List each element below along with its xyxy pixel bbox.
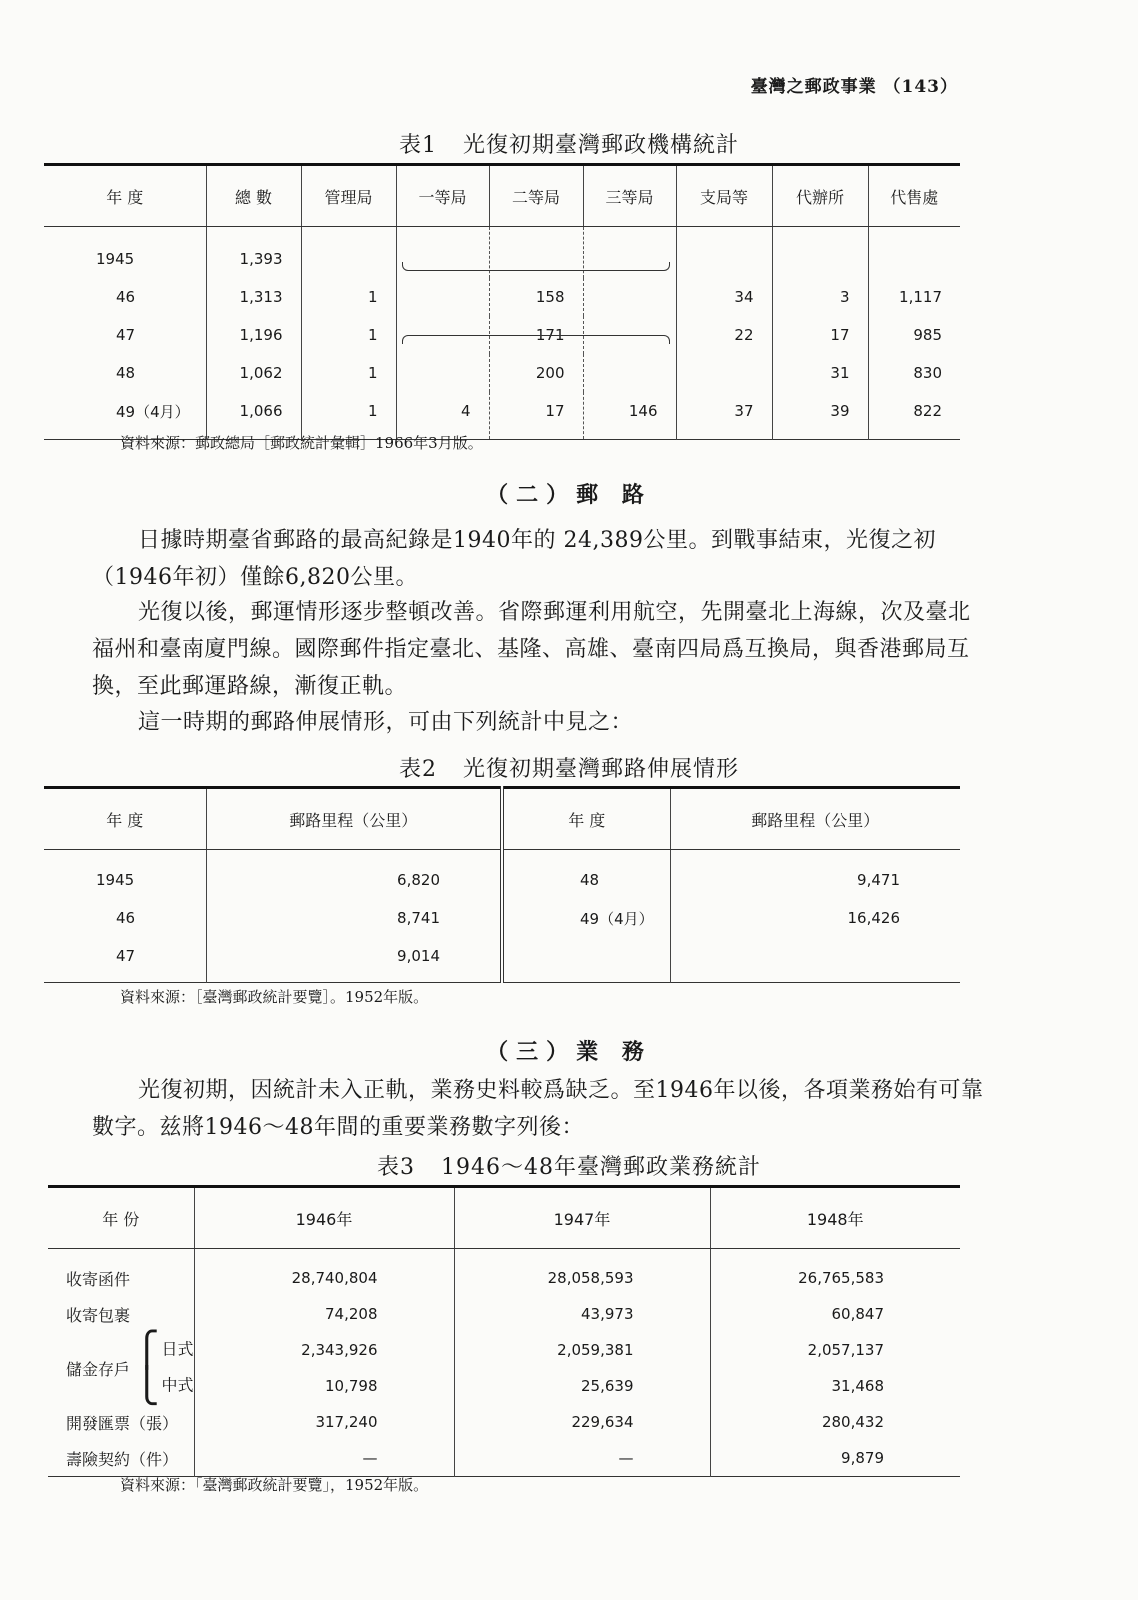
table-row <box>48 1249 960 1297</box>
second-class-cell: 171 <box>489 316 583 354</box>
value-cell: 229,634 <box>454 1404 710 1440</box>
merged-columns-brace-top <box>402 262 670 271</box>
table3-source-note: 資料來源：「臺灣郵政統計要覽」，1952年版。 <box>120 1476 429 1494</box>
total-cell: 1,066 <box>206 392 301 440</box>
table1-header-admin: 管理局 <box>301 165 396 227</box>
sales-cell: 830 <box>868 354 960 392</box>
table2-header-km-b: 郵路里程（公里） <box>670 788 960 850</box>
table1-header-sales: 代售處 <box>868 165 960 227</box>
value-cell: 2,343,926 <box>194 1332 454 1368</box>
section-heading-operations: （三）業 務 <box>486 1039 652 1065</box>
admin-cell: 1 <box>301 316 396 354</box>
table1-post-offices <box>44 163 960 440</box>
agency-cell: 39 <box>772 392 868 440</box>
table1-header-row <box>44 165 960 227</box>
value-cell: 31,468 <box>710 1368 960 1404</box>
branch-cell: 34 <box>676 278 772 316</box>
sales-cell: 822 <box>868 392 960 440</box>
value-cell: 25,639 <box>454 1368 710 1404</box>
admin-cell: 1 <box>301 392 396 440</box>
row-label-money-orders: 開發匯票（張） <box>66 1413 179 1433</box>
row-label-parcels: 收寄包裹 <box>66 1305 131 1325</box>
agency-cell <box>772 227 868 279</box>
first-class-cell <box>396 278 489 316</box>
table2-caption-number: 表2 <box>398 757 437 782</box>
value-cell: 2,057,137 <box>710 1332 960 1368</box>
year-cell: 48 <box>116 364 136 382</box>
merged-columns-brace-bottom <box>402 335 670 344</box>
brace-glyph: ⎧ <box>134 1330 160 1370</box>
value-cell: 9,879 <box>710 1440 960 1477</box>
second-class-cell: 200 <box>489 354 583 392</box>
value-cell: 2,059,381 <box>454 1332 710 1368</box>
row-sublabel-japanese: ⎧ 日式 <box>134 1330 194 1370</box>
year-cell: 1945 <box>96 250 135 268</box>
table3-caption-text: 1946～48年臺灣郵政業務統計 <box>441 1155 761 1180</box>
row-sublabel-chinese: ⎩ 中式 <box>134 1366 194 1406</box>
table-row <box>44 850 960 900</box>
total-cell: 1,393 <box>206 227 301 279</box>
table1-header-first-class: 一等局 <box>396 165 489 227</box>
paragraph-routes-intro: 這一時期的郵路伸展情形，可由下列統計中見之： <box>138 710 634 735</box>
branch-cell <box>676 354 772 392</box>
table2-caption-text: 光復初期臺灣郵路伸展情形 <box>462 757 739 782</box>
table2-source-note: 資料來源：［臺灣郵政統計要覽］。1952年版。 <box>120 988 429 1006</box>
first-class-cell: 4 <box>396 392 489 440</box>
table2-header-year-a: 年 度 <box>44 788 206 850</box>
table-row <box>48 1404 960 1440</box>
value-cell: — <box>454 1440 710 1477</box>
value-cell: 28,740,804 <box>194 1249 454 1297</box>
running-title: 臺灣之郵政事業 <box>750 77 877 97</box>
km-cell: 6,820 <box>206 850 502 900</box>
year-cell: 49（4月） <box>116 402 190 421</box>
value-cell: 317,240 <box>194 1404 454 1440</box>
table1-header-branch: 支局等 <box>676 165 772 227</box>
total-cell: 1,196 <box>206 316 301 354</box>
agency-cell: 3 <box>772 278 868 316</box>
first-class-cell <box>396 354 489 392</box>
table1-caption <box>0 128 1138 159</box>
table1-source-note: 資料來源：郵政總局［郵政統計彙輯］1966年3月版。 <box>120 434 483 452</box>
table-row <box>48 1368 960 1404</box>
sales-cell: 1,117 <box>868 278 960 316</box>
table3-caption <box>0 1150 1138 1181</box>
value-cell: — <box>194 1440 454 1477</box>
km-cell: 8,741 <box>206 899 502 937</box>
row-label-life-insurance: 壽險契約（件） <box>66 1449 179 1469</box>
km-cell: 9,471 <box>670 850 960 900</box>
running-header <box>751 72 958 97</box>
agency-cell: 31 <box>772 354 868 392</box>
km-cell: 16,426 <box>670 899 960 937</box>
value-cell: 280,432 <box>710 1404 960 1440</box>
year-cell <box>502 937 670 983</box>
table3-header-1947: 1947年 <box>454 1187 710 1249</box>
table-row <box>44 937 960 983</box>
value-cell: 43,973 <box>454 1296 710 1332</box>
second-class-cell: 17 <box>489 392 583 440</box>
third-class-cell <box>583 278 676 316</box>
total-cell: 1,313 <box>206 278 301 316</box>
table1-header-total: 總 數 <box>206 165 301 227</box>
table3-caption-number: 表3 <box>377 1155 415 1180</box>
branch-cell <box>676 227 772 279</box>
table1-header-year: 年 度 <box>44 165 206 227</box>
km-cell <box>670 937 960 983</box>
table2-postal-routes <box>44 786 960 983</box>
table3-header-year: 年 份 <box>48 1187 194 1249</box>
table2-header-km-a: 郵路里程（公里） <box>206 788 502 850</box>
table1-caption-text: 光復初期臺灣郵政機構統計 <box>462 133 739 158</box>
table-row <box>48 1440 960 1477</box>
year-cell: 49（4月） <box>502 899 670 937</box>
value-cell: 74,208 <box>194 1296 454 1332</box>
row-label-letters: 收寄函件 <box>66 1269 131 1289</box>
table3-header-1948: 1948年 <box>710 1187 960 1249</box>
page-number: （143） <box>883 77 958 97</box>
section-heading-postal-routes: （二）郵 路 <box>486 482 652 508</box>
table3-header-1946: 1946年 <box>194 1187 454 1249</box>
year-cell: 1945 <box>96 871 135 889</box>
year-cell: 47 <box>116 947 136 965</box>
year-cell: 46 <box>116 288 136 306</box>
brace-glyph: ⎩ <box>134 1366 160 1406</box>
table-row <box>44 899 960 937</box>
table1-caption-number: 表1 <box>398 133 437 158</box>
branch-cell: 22 <box>676 316 772 354</box>
second-class-cell: 158 <box>489 278 583 316</box>
table2-header-row <box>44 788 960 850</box>
table1-header-third-class: 三等局 <box>583 165 676 227</box>
value-cell: 60,847 <box>710 1296 960 1332</box>
table-row <box>48 1296 960 1332</box>
row-label-savings: 儲金存戶 <box>66 1359 131 1379</box>
table3-operations <box>48 1185 960 1477</box>
third-class-cell <box>583 354 676 392</box>
km-cell: 9,014 <box>206 937 502 983</box>
year-cell: 48 <box>502 850 670 900</box>
third-class-cell: 146 <box>583 392 676 440</box>
sales-cell <box>868 227 960 279</box>
year-cell: 46 <box>116 909 136 927</box>
admin-cell: 1 <box>301 278 396 316</box>
paragraph-routes-improvement: 光復以後，郵運情形逐步整頓改善。省際郵運利用航空，先開臺北上海線，次及臺北福州和臺南廈門線。國際郵件指定臺北、基隆、高雄、臺南四局爲互換局，與香港郵局互換，至此郵運路線，漸復正軌。 <box>92 600 971 699</box>
admin-cell <box>301 227 396 279</box>
table2-header-year-b: 年 度 <box>502 788 670 850</box>
year-cell: 47 <box>116 326 136 344</box>
branch-cell: 37 <box>676 392 772 440</box>
sales-cell: 985 <box>868 316 960 354</box>
agency-cell: 17 <box>772 316 868 354</box>
table-row <box>44 354 960 392</box>
table3-header-row <box>48 1187 960 1249</box>
value-cell: 26,765,583 <box>710 1249 960 1297</box>
table-row <box>44 278 960 316</box>
table-row <box>48 1332 960 1368</box>
value-cell: 10,798 <box>194 1368 454 1404</box>
table1-header-agency: 代辦所 <box>772 165 868 227</box>
paragraph-routes-history: 日據時期臺省郵路的最高紀錄是1940年的 24,389公里。到戰事結束，光復之初（1946年初）僅餘6,820公里。 <box>92 528 936 590</box>
table2-caption <box>0 752 1138 783</box>
admin-cell: 1 <box>301 354 396 392</box>
value-cell: 28,058,593 <box>454 1249 710 1297</box>
paragraph-operations: 光復初期，因統計未入正軌，業務史料較爲缺乏。至1946年以後，各項業務始有可靠數字。兹將1946～48年間的重要業務數字列後： <box>92 1078 984 1140</box>
table1-header-second-class: 二等局 <box>489 165 583 227</box>
total-cell: 1,062 <box>206 354 301 392</box>
